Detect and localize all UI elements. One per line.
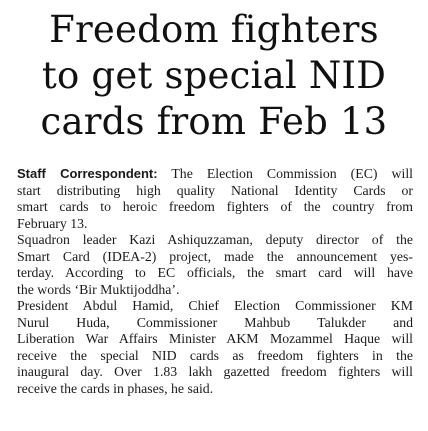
paragraph-3 xyxy=(17,298,413,397)
text-line: the words ‘Bir Muktijoddha’. xyxy=(17,281,180,297)
headline xyxy=(6,7,422,145)
article-body xyxy=(17,166,413,397)
text-line: Liberation War Affairs Minister AKM Mozammel Haque will xyxy=(17,331,413,346)
text-line: Nurul Huda, Commissioner Mahbub Talukder and xyxy=(17,314,413,330)
headline-line-2: to get special NID xyxy=(41,54,387,97)
text-line-content: The Election Commission (EC) will xyxy=(157,166,414,181)
text-line: smart cards to heroic freedom fighters of the country from xyxy=(17,199,413,214)
headline-line-3: cards from Feb 13 xyxy=(40,100,388,143)
text-line xyxy=(17,166,413,183)
text-line: Squadron leader Kazi Ashiquzzaman, deputy director of the xyxy=(17,232,413,247)
paragraph-2 xyxy=(17,232,413,298)
text-line: receive the cards in phases, he said. xyxy=(17,380,214,396)
paragraph-1 xyxy=(17,166,413,232)
text-line: February 13. xyxy=(17,215,88,231)
text-line: President Abdul Hamid, Chief Election Commissioner KM xyxy=(17,298,413,313)
text-line: start distributing high quality National Identity Cards or xyxy=(17,182,413,198)
text-line: inaugural day. Over 1.83 lakh gazetted freedom fighters will xyxy=(17,364,413,379)
text-line: terday. According to EC officials, the smart card will have xyxy=(17,265,413,280)
headline-line-1: Freedom fighters xyxy=(49,8,379,51)
text-line: Smart Card (IDEA-2) project, made the announcement yes- xyxy=(17,248,413,264)
byline: Staff Correspondent: xyxy=(17,166,158,181)
text-line: receive the special NID cards as freedom fighters in the xyxy=(17,347,413,363)
